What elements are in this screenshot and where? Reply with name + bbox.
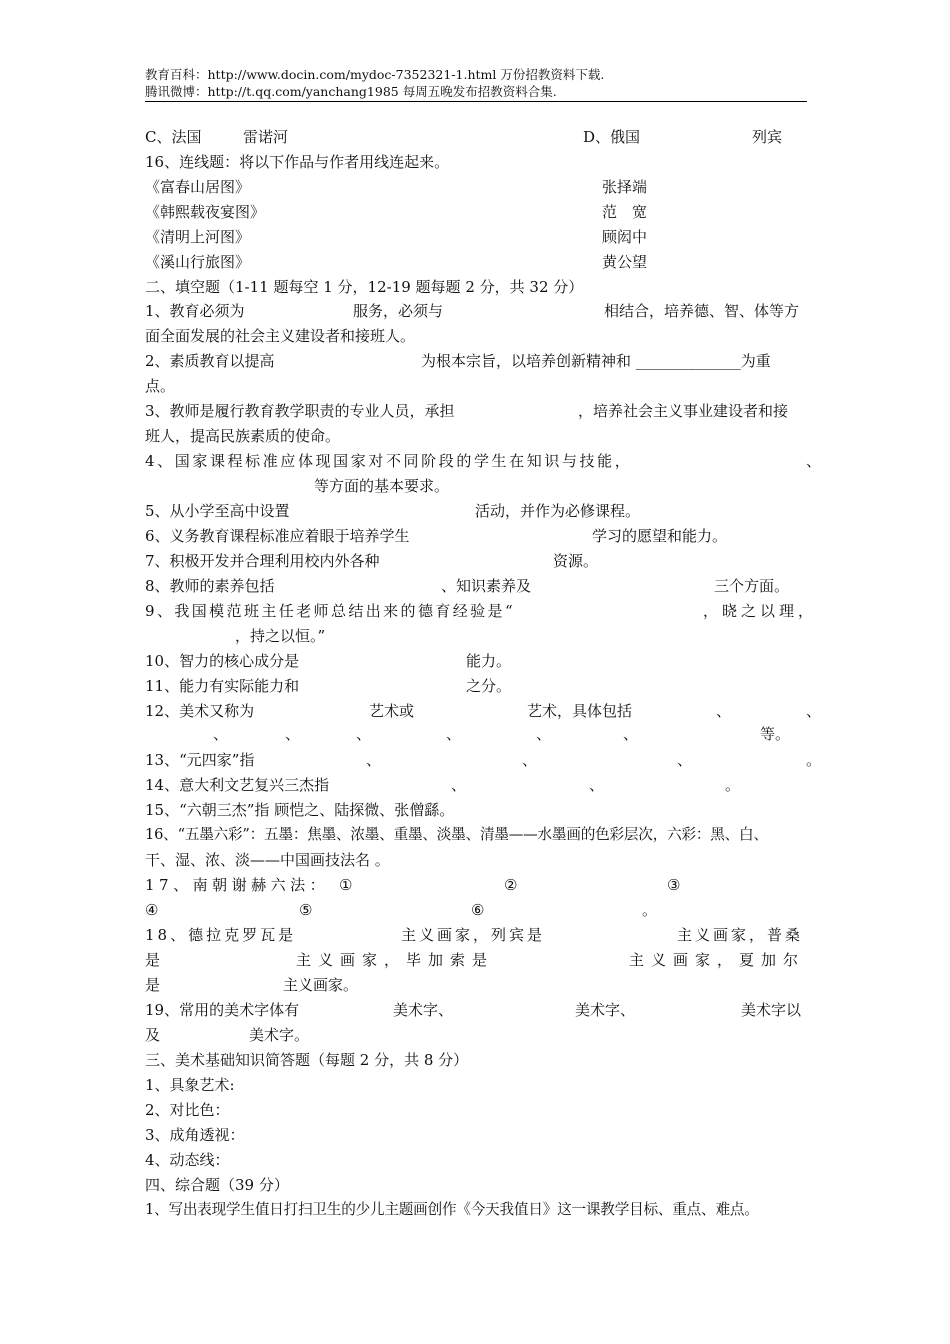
s2-q1-d: 面全面发展的社会主义建设者和接班人。 [145,327,416,345]
s2-q1-a: 1、教育必须为 [145,302,245,320]
s2-q18-g: 是 [145,976,161,994]
s2-q17-n1: ① [339,876,353,894]
s2-q12-sep: 、 [356,725,372,743]
option-c: C、法国 [145,128,202,146]
s2-q17-end: 。 [642,901,658,919]
s2-q1-b: 服务，必须与 [353,302,444,320]
s2-q5-a: 5、从小学至高中设置 [145,502,290,520]
s2-q1-c: 相结合，培养德、智、体等方 [604,302,800,320]
s2-q4-b: 、 [806,452,822,470]
s2-q5-b: 活动，并作为必修课程。 [475,502,641,520]
s2-q17-n2: ② [504,876,518,894]
s3-item: 3、成角透视： [145,1126,245,1144]
s2-q19-c: 美术字、 [575,1001,636,1019]
q16-work: 《韩熙载夜宴图》 [145,203,266,221]
q16-author: 范 宽 [602,203,648,221]
q16-author: 张择端 [602,178,648,196]
s2-q17-n3: ③ [667,876,681,894]
s3-item: 2、对比色： [145,1101,230,1119]
section-3-title: 三、美术基础知识简答题（每题 2 分，共 8 分） [145,1051,469,1069]
section-2-title: 二、填空题（1-11 题每空 1 分，12-19 题每题 2 分，共 32 分） [145,278,584,296]
s2-q8-a: 8、教师的素养包括 [145,577,275,595]
s2-q12-sep: 、 [623,725,639,743]
s2-q15: 15、“六朝三杰”指 顾恺之、陆探微、张僧繇。 [145,801,455,819]
s2-q18-e: 主义画家，毕加索是 [296,951,495,969]
s2-q12-b: 艺术或 [369,702,415,720]
s2-q12-a: 12、美术又称为 [145,702,255,720]
s2-q2-a: 2、素质教育以提高 [145,352,275,370]
s2-q16-a: 16、“五墨六彩”：五墨：焦墨、浓墨、重墨、淡墨、清墨——水墨画的色彩层次，六彩：黑、白、 [145,826,768,843]
s2-q14-sep: 、 [589,776,605,794]
s2-q7-b: 资源。 [553,552,599,570]
s2-q13-sep: 、 [677,751,693,769]
s2-q3-a: 3、教师是履行教育教学职责的专业人员，承担 [145,402,455,420]
s2-q3-b: ，培养社会主义事业建设者和接 [578,402,789,420]
option-d-name: 列宾 [752,128,783,146]
s2-q12-sep: 、 [716,702,732,720]
s2-q10-b: 能力。 [466,652,512,670]
header-line-1: 教育百科：http://www.docin.com/mydoc-7352321-1.html 万份招教资料下载. [145,67,605,82]
section-4-title: 四、综合题（39 分） [145,1176,289,1194]
s2-q11-a: 11、能力有实际能力和 [145,677,300,695]
s2-q18-d: 是 [145,951,161,969]
page-header [145,66,807,100]
s2-q12-c: 艺术，具体包括 [527,702,633,720]
s2-q11-b: 之分。 [466,677,512,695]
s2-q19-f: 美术字。 [249,1026,310,1044]
s2-q12-sep: 、 [446,725,462,743]
s2-q12-sep: 、 [285,725,301,743]
s2-q13-a: 13、“元四家”指 [145,751,255,769]
s4-q1: 1、写出表现学生值日打扫卫生的少儿主题画创作《今天我值日》这一课教学目标、重点、难点。 [145,1201,759,1218]
s2-q14-sep: 、 [451,776,467,794]
s2-q13-end: 。 [806,751,822,769]
s2-q14-a: 14、意大利文艺复兴三杰指 [145,776,330,794]
s2-q18-b: 主义画家，列宾是 [401,926,546,944]
option-c-name: 雷诺河 [243,128,289,146]
s2-q14-end: 。 [725,776,741,794]
q16-work: 《清明上河图》 [145,228,251,246]
s2-q4-c: 等方面的基本要求。 [314,477,450,495]
s2-q19-d: 美术字以 [741,1001,802,1019]
q16-author: 顾闳中 [602,228,648,246]
s2-q6-a: 6、义务教育课程标准应着眼于培养学生 [145,527,410,545]
header-line-2: 腾讯微博：http://t.qq.com/yanchang1985 每周五晚发布招教资料合集. [145,84,557,99]
s2-q8-b: 、知识素养及 [441,577,532,595]
q16-title: 16、连线题：将以下作品与作者用线连起来。 [145,153,450,171]
s2-q17-n5: ⑤ [299,901,313,919]
s2-q8-c: 三个方面。 [714,577,790,595]
s2-q2-c: 点。 [145,377,176,395]
s2-q12-sep: 、 [213,725,229,743]
s2-q19-e: 及 [145,1026,161,1044]
s2-q4-a: 4、国家课程标准应体现国家对不同阶段的学生在知识与技能， [145,452,633,470]
s2-q18-f: 主义画家，夏加尔 [629,951,806,969]
s2-q16-b: 干、湿、浓、淡——中国画技法名 。 [145,851,390,869]
s2-q19-a: 19、常用的美术字体有 [145,1001,300,1019]
s2-q10-a: 10、智力的核心成分是 [145,652,300,670]
s2-q7-a: 7、积极开发并合理利用校内外各种 [145,552,380,570]
s2-q18-a: 18、德拉克罗瓦是 [145,926,297,944]
s2-q2-b: 为根本宗旨，以培养创新精神和 ______________为重 [421,352,771,370]
s2-q12-sep: 、 [536,725,552,743]
s2-q19-b: 美术字、 [393,1001,454,1019]
s2-q9-b: ，晓之以理， [703,602,818,620]
s2-q17-a: 17、南朝谢赫六法： [145,876,330,894]
s2-q3-c: 班人，提高民族素质的使命。 [145,427,341,445]
q16-author: 黄公望 [602,253,648,271]
q16-work: 《富春山居图》 [145,178,251,196]
s2-q18-h: 主义画家。 [283,976,359,994]
option-d: D、俄国 [583,128,641,146]
s2-q9-a: 9、我国模范班主任老师总结出来的德育经验是“ [145,602,516,620]
s2-q13-sep: 、 [522,751,538,769]
s3-item: 1、具象艺术: [145,1076,235,1094]
s2-q12-end: 等。 [760,725,791,743]
q16-work: 《溪山行旅图》 [145,253,251,271]
header-rule [145,101,807,102]
s2-q17-n6: ⑥ [471,901,485,919]
s3-item: 4、动态线： [145,1151,230,1169]
s2-q6-b: 学习的愿望和能力。 [592,527,728,545]
s2-q18-c: 主义画家，普桑 [677,926,804,944]
s2-q17-n4: ④ [145,901,159,919]
s2-q12-sep: 、 [806,702,822,720]
s2-q9-c: ，持之以恒。” [235,627,326,645]
s2-q13-sep: 、 [366,751,382,769]
